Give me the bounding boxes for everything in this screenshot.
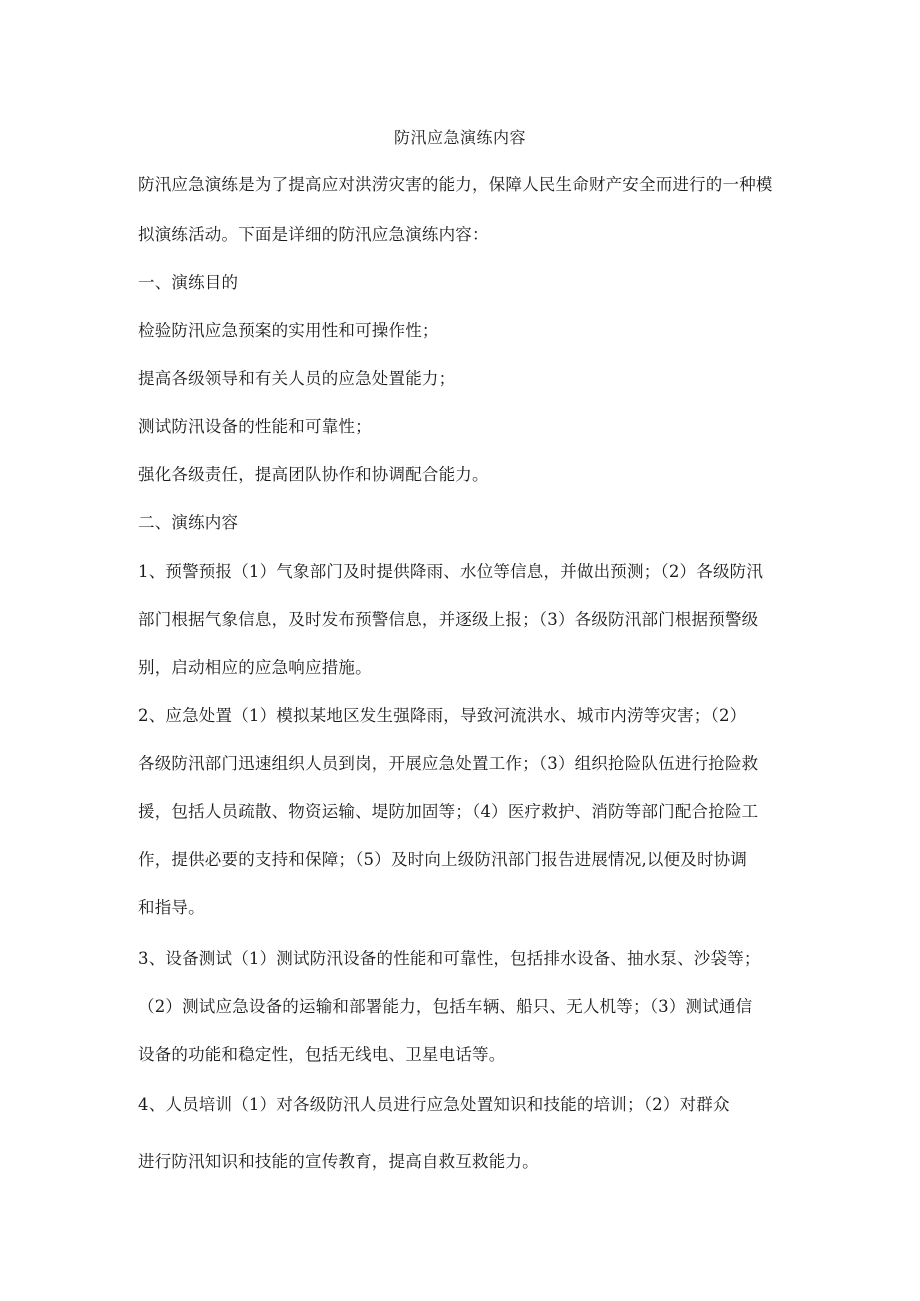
list-item: 强化各级责任，提高团队协作和协调配合能力。 <box>138 465 489 484</box>
paragraph-line: 别，启动相应的应急响应措施。 <box>138 658 372 677</box>
paragraph-line: 各级防汛部门迅速组织人员到岗，开展应急处置工作；（3）组织抢险队伍进行抢险救 <box>138 754 759 773</box>
paragraph-line: 3、设备测试（1）测试防汛设备的性能和可靠性，包括排水设备、抽水泵、沙袋等； <box>138 949 761 968</box>
paragraph-line: 部门根据气象信息，及时发布预警信息，并逐级上报；（3）各级防汛部门根据预警级 <box>138 610 759 629</box>
paragraph-line: 进行防汛知识和技能的宣传教育，提高自救互救能力。 <box>138 1152 539 1171</box>
paragraph-line: 和指导。 <box>138 898 205 917</box>
paragraph-line: 4、人员培训（1）对各级防汛人员进行应急处置知识和技能的培训；（2）对群众 <box>138 1095 730 1114</box>
paragraph-line: 2、应急处置（1）模拟某地区发生强降雨，导致河流洪水、城市内涝等灾害；（2） <box>138 706 747 725</box>
paragraph-line: 拟演练活动。下面是详细的防汛应急演练内容： <box>138 225 489 244</box>
list-item: 提高各级领导和有关人员的应急处置能力； <box>138 369 456 388</box>
paragraph-line: 设备的功能和稳定性，包括无线电、卫星电话等。 <box>138 1045 506 1064</box>
document-title: 防汛应急演练内容 <box>393 128 526 147</box>
list-item: 测试防汛设备的性能和可靠性； <box>138 417 372 436</box>
paragraph-line: 防汛应急演练是为了提高应对洪涝灾害的能力，保障人民生命财产安全而进行的一种模 <box>138 175 773 194</box>
list-item: 检验防汛应急预案的实用性和可操作性； <box>138 321 439 340</box>
section-heading-content: 二、演练内容 <box>138 513 239 532</box>
paragraph-line: （2）测试应急设备的运输和部署能力，包括车辆、船只、无人机等；（3）测试通信 <box>138 997 753 1016</box>
paragraph-line: 援，包括人员疏散、物资运输、堤防加固等；（4）医疗救护、消防等部门配合抢险工 <box>138 802 759 821</box>
section-heading-purpose: 一、演练目的 <box>138 273 239 292</box>
paragraph-line: 1、预警预报（1）气象部门及时提供降雨、水位等信息，并做出预测；（2）各级防汛 <box>138 562 764 581</box>
paragraph-line: 作，提供必要的支持和保障；（5）及时向上级防汛部门报告进展情况,以便及时协调 <box>138 850 748 869</box>
